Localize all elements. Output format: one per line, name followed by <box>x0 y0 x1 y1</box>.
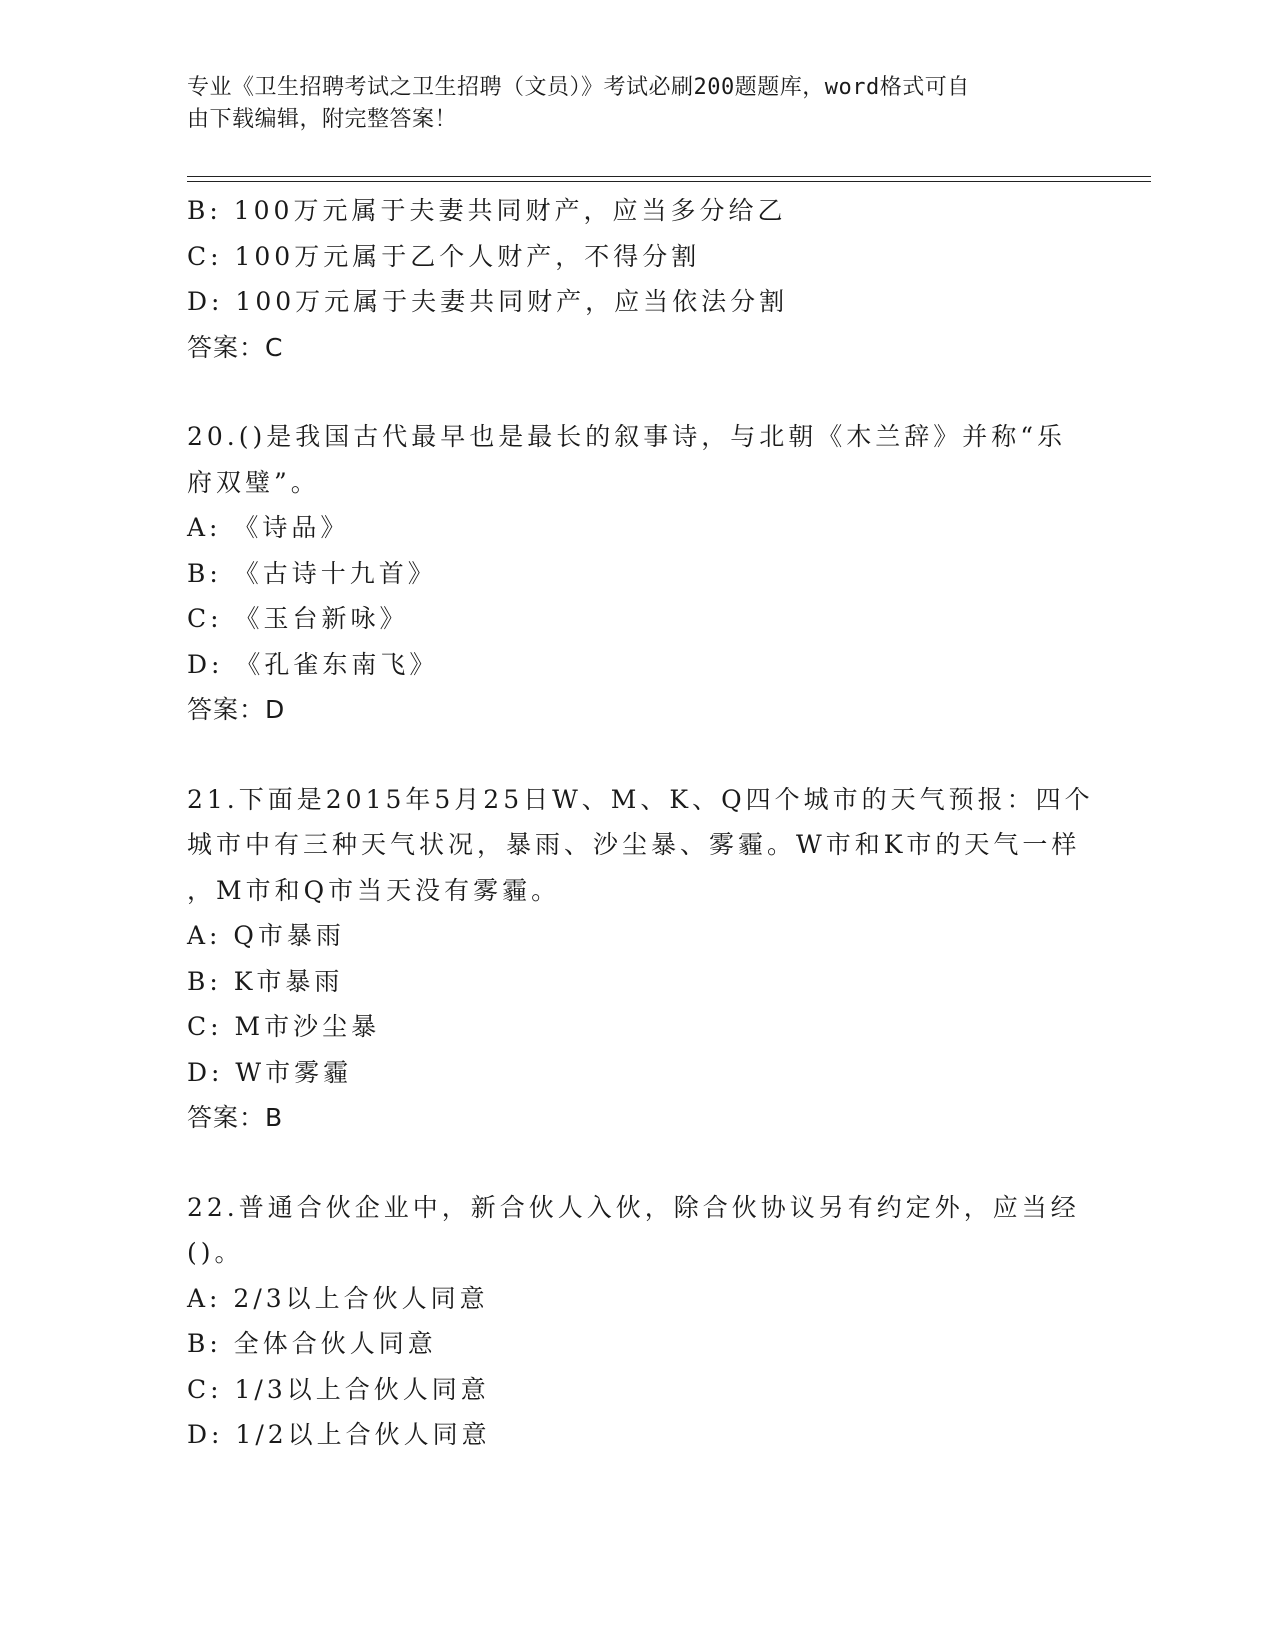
question-stem <box>187 1185 1087 1276</box>
question-stem <box>187 777 1094 914</box>
answer-line: 答案：C <box>187 332 284 362</box>
stem-line: 城市中有三种天气状况，暴雨、沙尘暴、雾霾。W市和K市的天气一样 <box>187 830 1081 859</box>
stem-line: 府双璧”。 <box>187 467 320 497</box>
question-stem <box>187 414 1087 505</box>
question-21 <box>187 777 1094 1141</box>
header-divider-bottom <box>187 181 1151 182</box>
option-a: A: 2/3以上合伙人同意 <box>187 1283 489 1313</box>
option-d: D: 100万元属于夫妻共同财产，应当依法分割 <box>187 287 789 316</box>
option-b: B: 《古诗十九首》 <box>187 558 437 588</box>
answer-line: 答案：D <box>187 695 286 724</box>
option-a: A: Q市暴雨 <box>187 921 345 950</box>
question-19-continued <box>187 188 1087 370</box>
option-b: B: 100万元属于夫妻共同财产，应当多分给乙 <box>187 196 787 225</box>
header-divider-top <box>187 176 1151 177</box>
option-c: C: 《玉台新咏》 <box>187 604 409 633</box>
answer-line: 答案：B <box>187 1103 284 1132</box>
stem-line: 21.下面是2015年5月25日W、M、K、Q四个城市的天气预报：四个 <box>187 784 1094 814</box>
stem-line: 20.()是我国古代最早也是最长的叙事诗，与北朝《木兰辞》并称“乐 <box>187 422 1067 451</box>
stem-line: ()。 <box>187 1238 244 1267</box>
option-c: C: 1/3以上合伙人同意 <box>187 1374 490 1404</box>
document-header <box>187 72 1067 136</box>
option-b: B: K市暴雨 <box>187 966 344 996</box>
document-body <box>187 188 1094 1458</box>
option-a: A: 《诗品》 <box>187 513 350 542</box>
header-title-line-2: 由下载编辑，附完整答案！ <box>187 107 458 132</box>
stem-line: ，M市和Q市当天没有雾霾。 <box>187 875 561 905</box>
header-title-line-1: 专业《卫生招聘考试之卫生招聘（文员）》考试必刷200题题库，word格式可自 <box>187 75 970 100</box>
option-d: D: 1/2以上合伙人同意 <box>187 1420 491 1449</box>
option-b: B: 全体合伙人同意 <box>187 1329 437 1358</box>
option-d: D: 《孔雀东南飞》 <box>187 649 439 679</box>
question-22 <box>187 1185 1087 1458</box>
stem-line: 22.普通合伙企业中，新合伙人入伙，除合伙协议另有约定外，应当经 <box>187 1192 1080 1222</box>
option-c: C: 100万元属于乙个人财产，不得分割 <box>187 241 701 271</box>
option-c: C: M市沙尘暴 <box>187 1012 381 1041</box>
option-d: D: W市雾霾 <box>187 1057 353 1087</box>
question-20 <box>187 414 1087 733</box>
